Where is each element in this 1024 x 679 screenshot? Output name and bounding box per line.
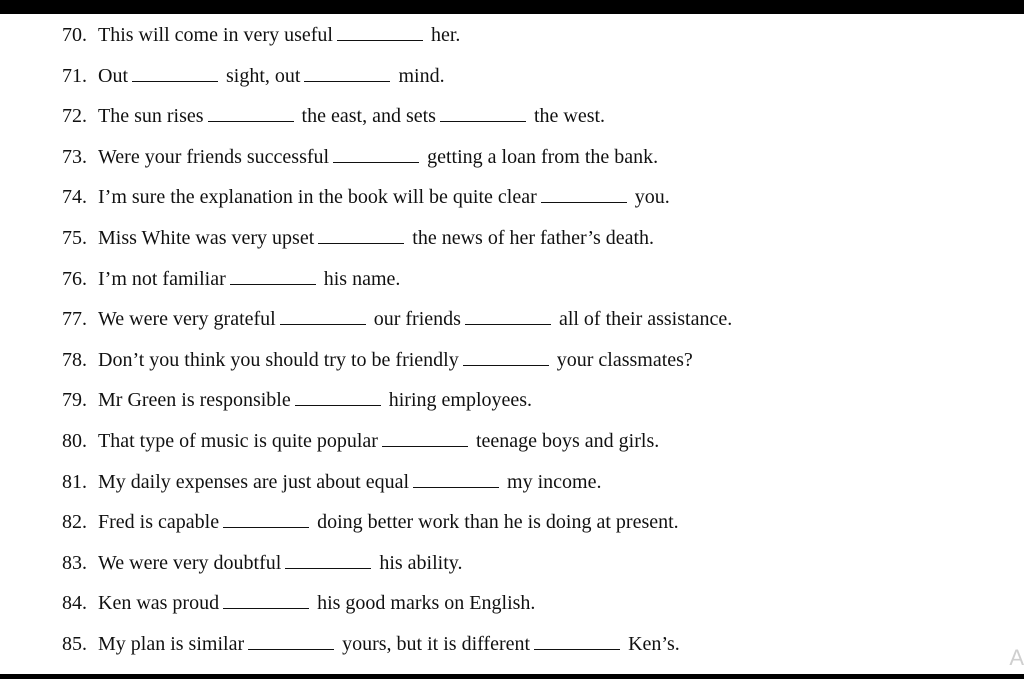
- question-number: 76.: [62, 267, 87, 290]
- answer-blank: [285, 567, 371, 569]
- question-83: [62, 545, 1002, 586]
- question-text: That type of music is quite popular: [98, 429, 378, 452]
- question-78: [62, 342, 1002, 383]
- question-text: teenage boys and girls.: [475, 429, 660, 452]
- question-text: My plan is similar: [98, 632, 245, 655]
- answer-blank: [413, 486, 499, 488]
- question-number: 85.: [62, 632, 87, 655]
- question-text: This will come in very useful: [98, 24, 333, 46]
- question-text: sight, out: [226, 64, 301, 87]
- answer-blank: [318, 242, 404, 244]
- question-text: you.: [634, 186, 670, 209]
- question-text: The sun rises: [98, 105, 204, 128]
- question-number: 75.: [62, 226, 87, 249]
- question-number: 77.: [62, 308, 87, 331]
- question-number: 73.: [62, 145, 87, 168]
- answer-blank: [337, 39, 423, 41]
- question-text: the news of her father’s death.: [412, 226, 655, 249]
- question-71: [62, 58, 1002, 99]
- question-text: Out: [98, 64, 128, 87]
- question-81: [62, 464, 1002, 505]
- question-79: [62, 382, 1002, 423]
- question-76: [62, 261, 1002, 302]
- answer-blank: [465, 323, 551, 325]
- question-text: your classmates?: [556, 348, 693, 371]
- question-text: mind.: [398, 64, 445, 87]
- question-number: 80.: [62, 429, 87, 452]
- question-text: his name.: [323, 267, 401, 290]
- question-70: [62, 17, 1002, 58]
- question-number: 71.: [62, 64, 87, 87]
- question-82: [62, 504, 1002, 545]
- question-number: 84.: [62, 592, 87, 615]
- question-text: Were your friends successful: [98, 145, 330, 168]
- question-text: Ken’s.: [628, 632, 680, 655]
- answer-blank: [295, 404, 381, 406]
- question-75: [62, 220, 1002, 261]
- bottom-black-bar: [0, 674, 1024, 679]
- question-number: 78.: [62, 348, 87, 371]
- question-text: getting a loan from the bank.: [427, 145, 659, 168]
- answer-blank: [534, 648, 620, 650]
- question-80: [62, 423, 1002, 464]
- question-text: our friends: [373, 308, 461, 331]
- question-text: the west.: [533, 105, 606, 128]
- question-text: My daily expenses are just about equal: [98, 470, 410, 493]
- answer-blank: [230, 283, 316, 285]
- question-text: Miss White was very upset: [98, 226, 315, 249]
- question-text: his good marks on English.: [317, 592, 536, 615]
- answer-blank: [541, 201, 627, 203]
- question-number: 70.: [62, 24, 87, 46]
- question-74: [62, 179, 1002, 220]
- question-number: 79.: [62, 389, 87, 412]
- question-73: [62, 139, 1002, 180]
- answer-blank: [463, 364, 549, 366]
- answer-blank: [248, 648, 334, 650]
- question-84: [62, 585, 1002, 626]
- question-text: I’m sure the explanation in the book will be quite clear: [98, 186, 537, 209]
- answer-blank: [440, 120, 526, 122]
- question-text: Ken was proud: [98, 592, 220, 615]
- question-number: 81.: [62, 470, 87, 493]
- question-text: the east, and sets: [301, 105, 436, 128]
- question-text: Don’t you think you should try to be friendly: [98, 348, 459, 371]
- question-text: her.: [430, 24, 461, 46]
- question-text: Mr Green is responsible: [98, 389, 291, 412]
- question-72: [62, 98, 1002, 139]
- question-text: I’m not familiar: [98, 267, 226, 290]
- answer-blank: [223, 607, 309, 609]
- question-text: Fred is capable: [98, 511, 220, 534]
- answer-blank: [208, 120, 294, 122]
- question-number: 82.: [62, 511, 87, 534]
- answer-blank: [333, 161, 419, 163]
- answer-blank: [304, 80, 390, 82]
- question-text: yours, but it is different: [342, 632, 531, 655]
- answer-blank: [132, 80, 218, 82]
- question-number: 72.: [62, 105, 87, 128]
- question-text: all of their assistance.: [558, 308, 733, 331]
- answer-blank: [223, 526, 309, 528]
- watermark-letter: A: [1009, 645, 1024, 670]
- question-77: [62, 301, 1002, 342]
- question-text: his ability.: [379, 551, 463, 574]
- question-85: [62, 626, 1002, 667]
- top-black-bar: [0, 0, 1024, 14]
- question-number: 83.: [62, 551, 87, 574]
- question-text: my income.: [507, 470, 602, 493]
- answer-blank: [280, 323, 366, 325]
- question-text: We were very grateful: [98, 308, 276, 331]
- question-text: hiring employees.: [388, 389, 533, 412]
- exercise-sheet: [62, 17, 1002, 667]
- answer-blank: [382, 445, 468, 447]
- question-text: We were very doubtful: [98, 551, 282, 574]
- question-number: 74.: [62, 186, 87, 209]
- question-text: doing better work than he is doing at present.: [317, 511, 679, 534]
